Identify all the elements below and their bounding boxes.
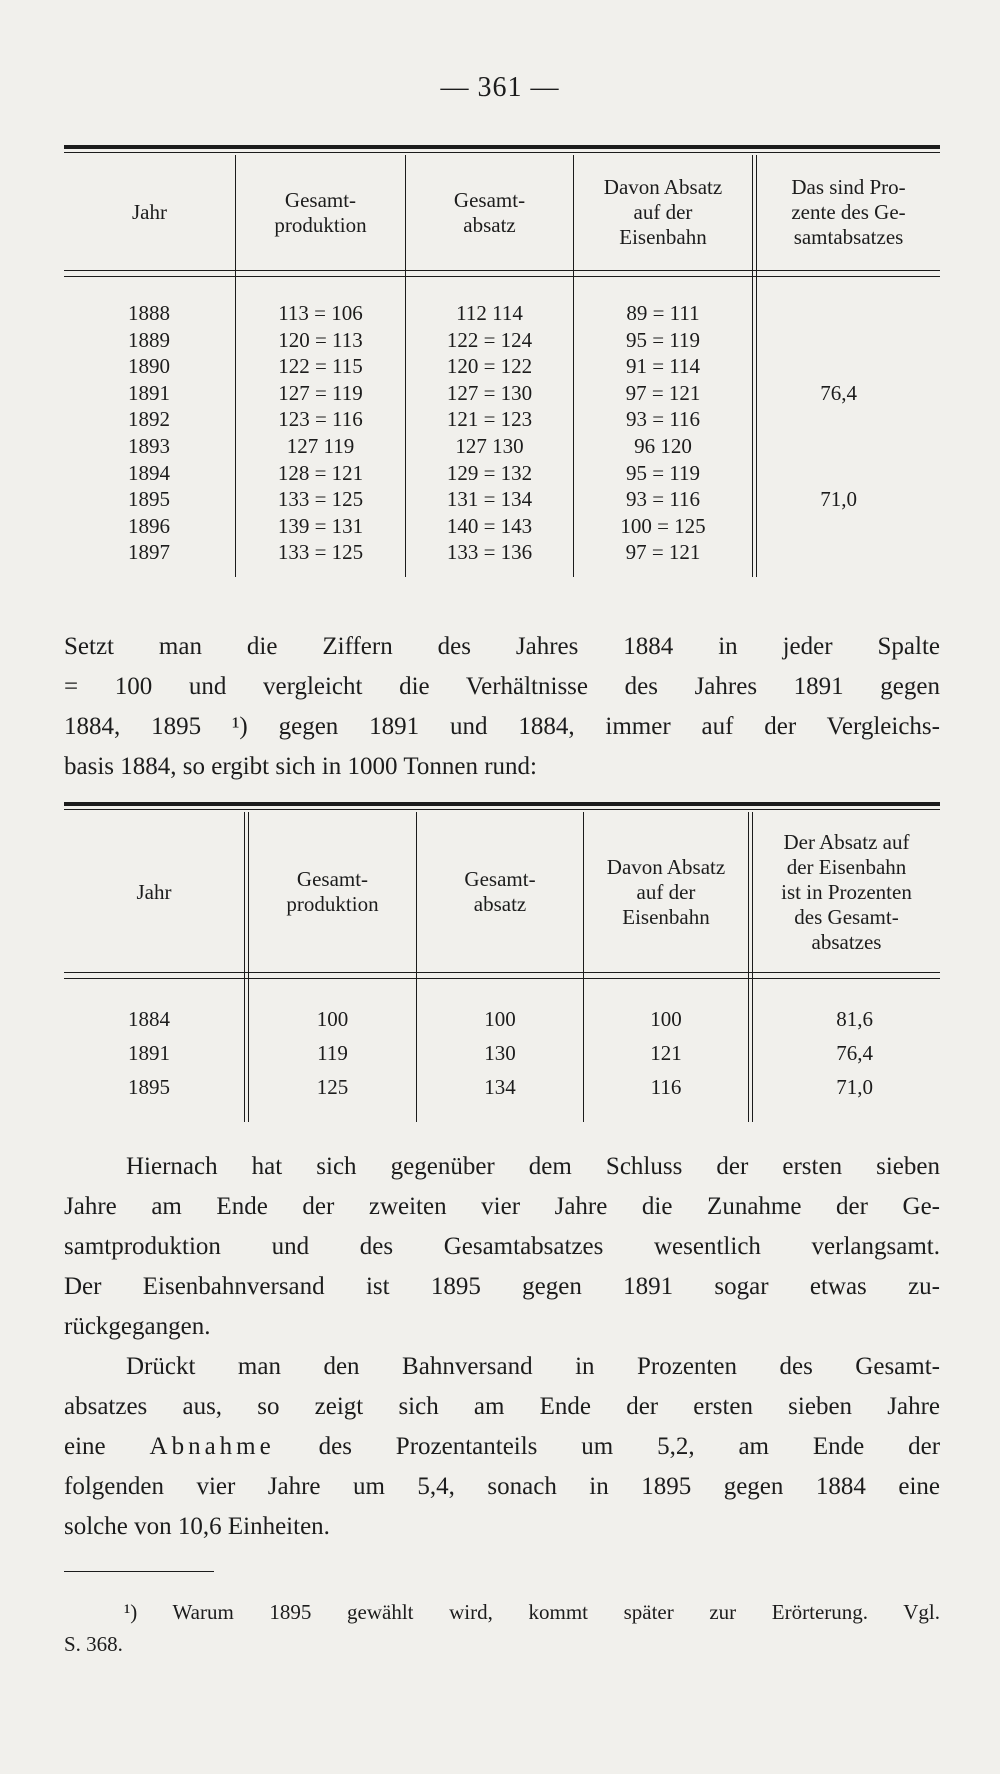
header-label: samtabsatzes — [793, 225, 904, 249]
table-2-header-jahr — [64, 812, 244, 972]
table-cell-jahr: 1895 — [128, 1075, 170, 1099]
table-cell-absatz: 120 = 122 — [446, 354, 533, 379]
header-label: ist in Prozenten — [781, 879, 912, 904]
table-1-top-rule — [64, 145, 940, 149]
table-cell-jahr: 1891 — [128, 380, 170, 405]
table-cell-jahr: 1897 — [128, 540, 170, 565]
table-cell-jahr: 1888 — [128, 301, 170, 325]
table-cell-produktion: 123 = 116 — [278, 407, 363, 432]
table-cell-produktion: 113 = 106 — [278, 301, 363, 325]
header-label: der Eisenbahn — [786, 854, 907, 879]
table-cell-jahr: 1896 — [128, 513, 170, 538]
table-cell-absatz: 134 — [484, 1075, 516, 1099]
table-cell-produktion: 133 = 125 — [277, 540, 364, 565]
table-cell-eisenbahn: 116 — [650, 1075, 682, 1099]
table-cell-absatz: 122 = 124 — [446, 327, 533, 352]
table-cell-absatz: 121 = 123 — [446, 407, 533, 432]
paragraph-2 — [64, 1147, 940, 1347]
header-label: Eisenbahn — [619, 225, 707, 249]
table-1-header-rule — [64, 270, 940, 277]
table-cell-produktion: 125 — [316, 1075, 349, 1099]
header-label: absatzes — [811, 929, 882, 954]
paragraph-1 — [64, 627, 940, 787]
table-1-header-eisenbahn — [574, 155, 752, 270]
table-cell-absatz: 133 = 136 — [446, 540, 533, 565]
header-label: Gesamt- — [453, 187, 526, 212]
footnote — [64, 1596, 940, 1660]
table-cell-produktion: 119 — [317, 1041, 348, 1065]
table-cell-eisenbahn: 97 = 121 — [625, 380, 701, 405]
footnote-line: S. 368. — [64, 1632, 123, 1656]
text-line: 1884, 1895 ¹) gegen 1891 und 1884, immer auf der Vergleichs- — [64, 713, 940, 740]
table-cell-produktion: 127 = 119 — [278, 380, 363, 405]
table-2-header-prozente — [753, 812, 940, 972]
table-cell-jahr: 1884 — [128, 1007, 170, 1031]
header-label: Gesamt- — [464, 867, 536, 891]
header-label: Gesamt- — [296, 867, 369, 891]
table-cell-produktion: 100 — [316, 1007, 349, 1031]
table-1-header-jahr — [64, 155, 235, 270]
text-line: Jahre am Ende der zweiten vier Jahre die Zunahme der Ge- — [64, 1193, 940, 1220]
header-label: absatz — [473, 892, 527, 916]
table-cell-absatz: 129 = 132 — [446, 460, 533, 485]
table-cell-eisenbahn: 96 120 — [634, 434, 692, 458]
text-line: = 100 und vergleicht die Verhältnisse des Jahres 1891 gegen — [64, 673, 940, 700]
table-cell-absatz: 140 = 143 — [446, 513, 533, 538]
header-label: Davon Absatz — [603, 175, 723, 199]
table-2-header-absatz — [417, 812, 583, 972]
table-cell-absatz: 100 — [484, 1007, 516, 1031]
table-cell-eisenbahn: 95 = 119 — [625, 327, 701, 352]
text-line: basis 1884, so ergibt sich in 1000 Tonnen rund: — [64, 753, 537, 780]
header-label: Gesamt- — [284, 187, 357, 212]
header-label: produktion — [274, 212, 367, 237]
header-label: Jahr — [132, 200, 167, 224]
table-1-header-absatz — [406, 155, 573, 270]
table-cell-eisenbahn: 95 = 119 — [625, 460, 701, 485]
table-cell-eisenbahn: 121 — [650, 1041, 682, 1065]
table-cell-absatz: 127 130 — [455, 434, 524, 458]
table-cell-absatz: 130 — [484, 1041, 516, 1065]
header-label: Jahr — [136, 879, 172, 904]
table-cell-jahr: 1895 — [128, 487, 170, 512]
table-cell-produktion: 120 = 113 — [278, 327, 363, 352]
table-2-header-eisenbahn — [584, 812, 748, 972]
table-cell-prozente: 71,0 — [836, 1075, 873, 1099]
text-line: rückgegangen. — [64, 1313, 211, 1340]
header-label: produktion — [286, 892, 379, 916]
table-cell-jahr: 1894 — [128, 460, 170, 485]
table-cell-produktion: 133 = 125 — [277, 487, 364, 512]
table-cell-prozente: 71,0 — [820, 487, 857, 512]
table-cell-prozente: 76,4 — [836, 1041, 873, 1065]
header-label: auf der — [633, 200, 693, 224]
table-cell-eisenbahn: 97 = 121 — [625, 540, 701, 565]
table-cell-prozente: 76,4 — [820, 380, 857, 405]
table-2-top-rule-thin — [64, 809, 940, 810]
table-2-top-rule — [64, 802, 940, 806]
header-label: auf der — [636, 879, 696, 904]
text-line: samtproduktion und des Gesamtabsatzes wesentlich verlangsamt. — [64, 1233, 940, 1260]
table-cell-eisenbahn: 89 = 111 — [626, 301, 700, 325]
text-line: Setzt man die Ziffern des Jahres 1884 in jeder Spalte — [64, 633, 940, 660]
table-cell-jahr: 1892 — [128, 407, 170, 432]
table-cell-jahr: 1890 — [128, 354, 170, 379]
header-label: absatz — [463, 212, 516, 237]
table-cell-eisenbahn: 100 — [650, 1007, 682, 1031]
table-cell-absatz: 127 = 130 — [446, 380, 533, 405]
text-fragment: des Prozentanteils um 5,2, am Ende der — [318, 1433, 941, 1460]
spaced-emphasis: Abnahme — [149, 1433, 275, 1460]
table-cell-absatz: 131 = 134 — [446, 487, 533, 512]
header-label: Davon Absatz — [606, 854, 726, 879]
table-cell-jahr: 1893 — [128, 434, 170, 458]
table-cell-absatz: 112 114 — [456, 301, 523, 325]
table-cell-eisenbahn: 100 = 125 — [620, 513, 706, 538]
text-line: Der Eisenbahnversand ist 1895 gegen 1891 sogar etwas zu- — [64, 1273, 940, 1300]
table-cell-eisenbahn: 93 = 116 — [625, 407, 701, 432]
paragraph-3 — [64, 1347, 940, 1547]
table-cell-jahr: 1891 — [128, 1041, 170, 1065]
header-label: Das sind Pro- — [791, 175, 906, 199]
footnote-line: ¹) Warum 1895 gewählt wird, kommt später zur Erörterung. Vgl. — [124, 1600, 940, 1624]
text-fragment: eine — [64, 1433, 106, 1460]
page-number: — 361 — — [440, 72, 560, 103]
header-label: Eisenbahn — [622, 904, 710, 929]
text-line: solche von 10,6 Einheiten. — [64, 1513, 330, 1540]
table-cell-produktion: 127 119 — [286, 434, 355, 458]
table-cell-eisenbahn: 91 = 114 — [625, 354, 701, 379]
table-cell-produktion: 139 = 131 — [277, 513, 364, 538]
table-2-header-rule — [64, 972, 940, 979]
table-cell-eisenbahn: 93 = 116 — [625, 487, 701, 512]
header-label: zente des Ge- — [791, 200, 906, 224]
table-cell-prozente: 81,6 — [836, 1007, 873, 1031]
table-cell-produktion: 128 = 121 — [277, 460, 364, 485]
header-label: des Gesamt- — [794, 904, 899, 929]
text-line: Hiernach hat sich gegenüber dem Schluss der ersten sieben — [126, 1153, 940, 1180]
table-cell-produktion: 122 = 115 — [278, 354, 363, 379]
text-line: folgenden vier Jahre um 5,4, sonach in 1895 gegen 1884 eine — [64, 1473, 940, 1500]
table-1-header-prozente — [757, 155, 940, 270]
table-2-header-produktion — [249, 812, 416, 972]
footnote-rule — [64, 1571, 214, 1572]
header-label: Der Absatz auf — [783, 829, 910, 854]
table-1-top-rule-thin — [64, 152, 940, 153]
text-line: Drückt man den Bahnversand in Prozenten des Gesamt- — [126, 1353, 940, 1380]
text-line: absatzes aus, so zeigt sich am Ende der ersten sieben Jahre — [64, 1393, 940, 1420]
table-cell-jahr: 1889 — [128, 327, 170, 352]
text-line — [64, 1427, 940, 1467]
table-1-header-produktion — [236, 155, 405, 270]
